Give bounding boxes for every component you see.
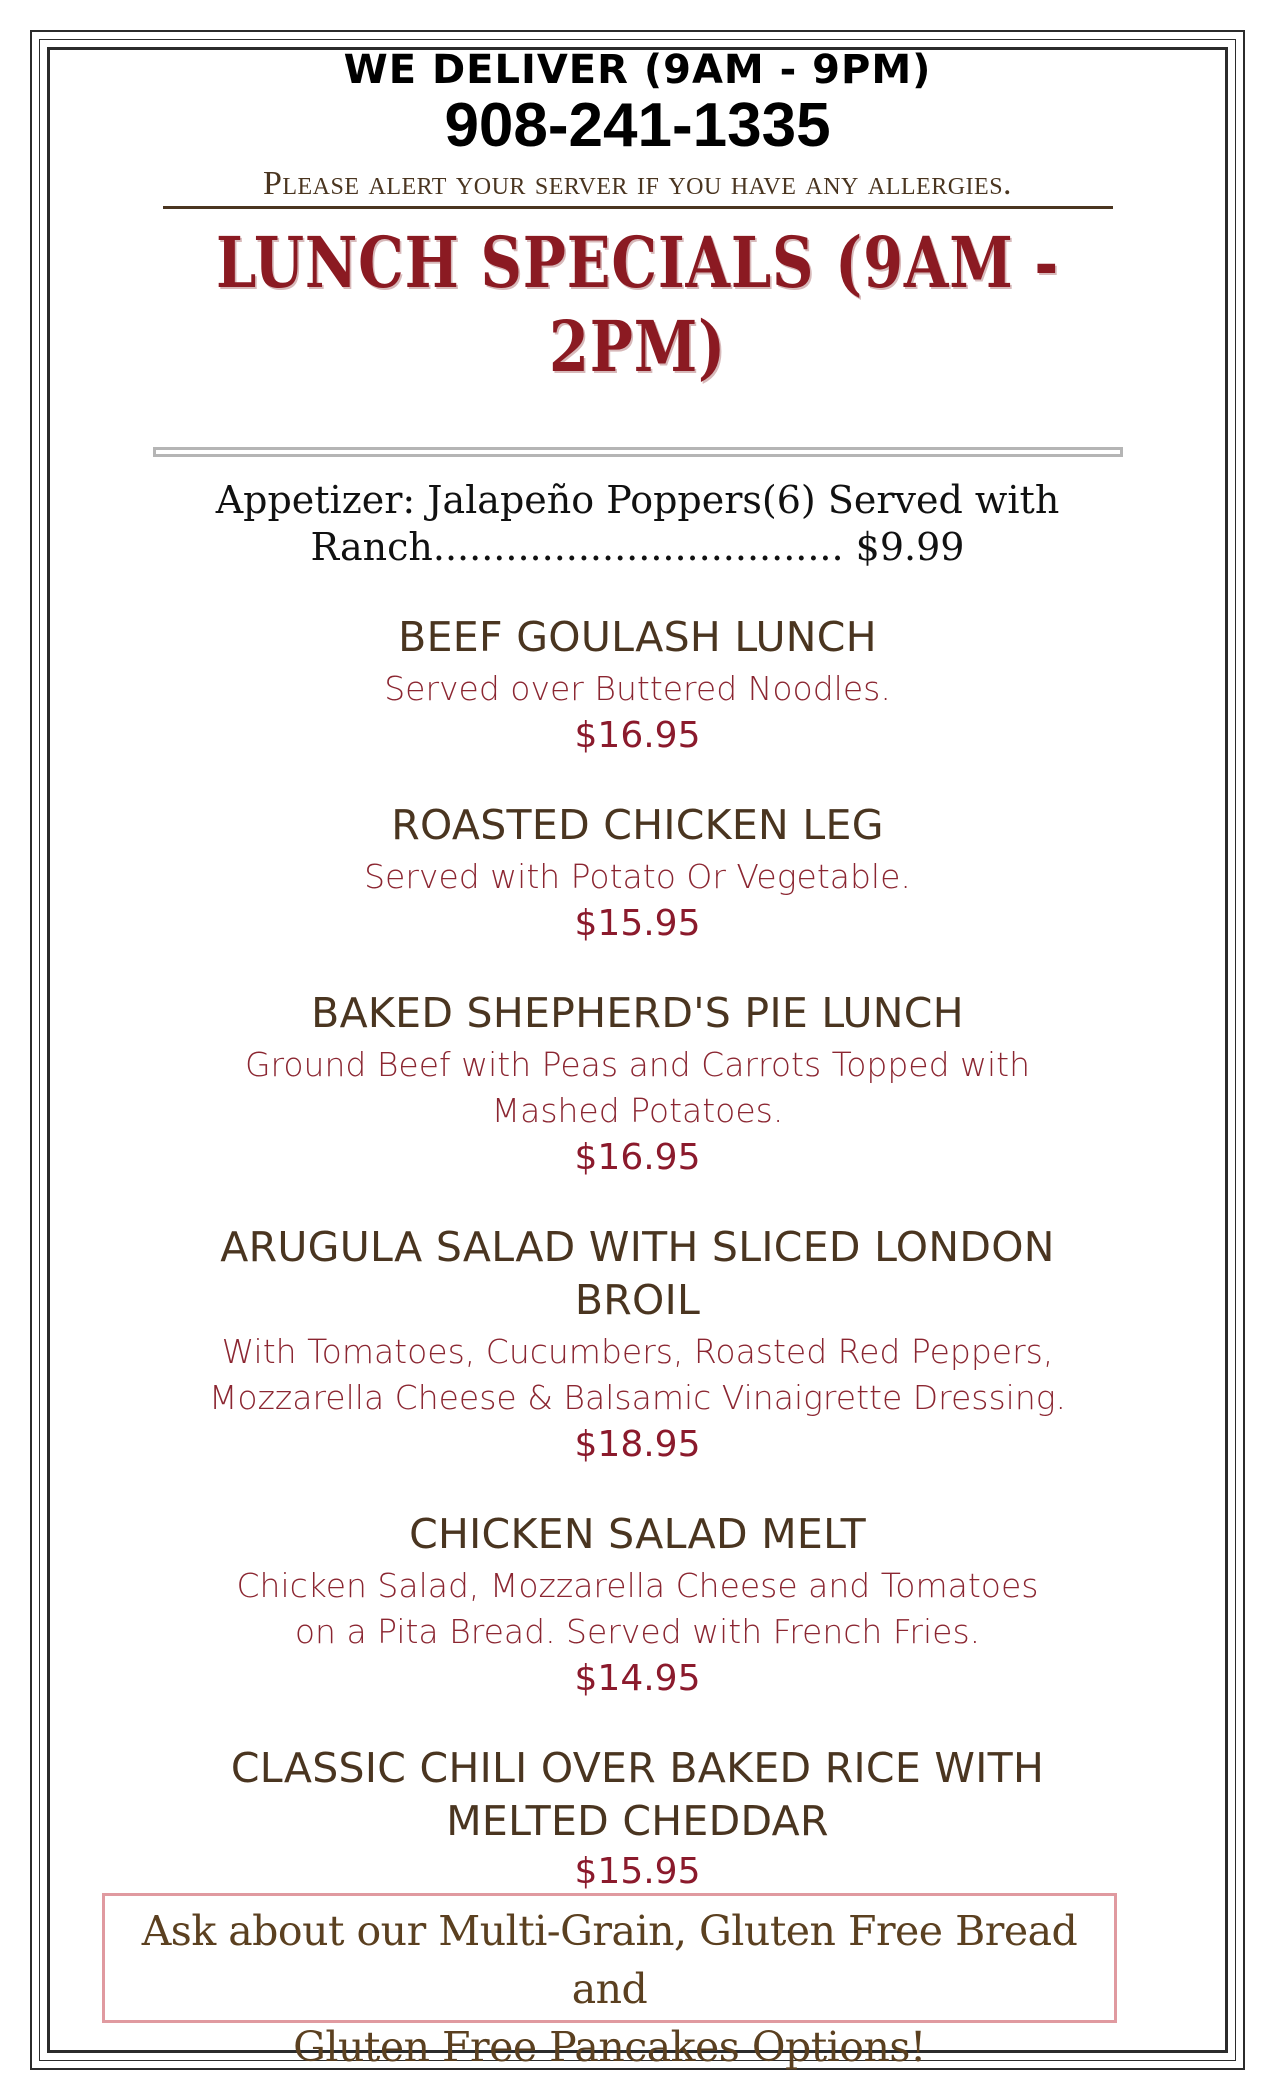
allergy-notice: Please alert your server if you have any allergies. [163,164,1113,209]
item-name: BAKED SHEPHERD'S PIE LUNCH [311,989,964,1037]
notice-line-2: Gluten Free Pancakes Options! [293,2023,926,2071]
item-description-line-2: Mozzarella Cheese & Balsamic Vinaigrette Dressing. [208,1378,1067,1417]
item-description [60,1042,1215,1134]
item-description [60,1563,1215,1655]
menu-item-roasted-chicken-leg [60,799,1215,947]
item-price: $14.95 [574,1658,701,1699]
item-description-line-1: Ground Beef with Peas and Carrots Topped with [244,1045,1031,1084]
menu-item-shepherds-pie [60,987,1215,1181]
item-price: $18.95 [574,1424,701,1465]
menu-item-chicken-salad-melt [60,1508,1215,1702]
menu-item-arugula-salad [60,1221,1215,1468]
appetizer-block [60,477,1215,571]
item-name: CHICKEN SALAD MELT [409,1510,866,1558]
item-name: ROASTED CHICKEN LEG [391,801,884,849]
lunch-specials-title: LUNCH SPECIALS (9AM - 2PM) [215,221,1060,388]
delivery-hours-heading: WE DELIVER (9AM - 9PM) [343,47,932,93]
item-name [60,1221,1215,1327]
item-name-line-1: CLASSIC CHILI OVER BAKED RICE WITH [230,1744,1045,1792]
section-divider [153,447,1123,457]
item-description-line-1: With Tomatoes, Cucumbers, Roasted Red Peppers, [221,1332,1054,1371]
item-name-line-2: MELTED CHEDDAR [446,1797,829,1845]
item-name-line-1: ARUGULA SALAD WITH SLICED LONDON [220,1223,1055,1271]
gluten-free-notice [102,1893,1117,2071]
item-name-line-2: BROIL [574,1276,701,1324]
item-price: $16.95 [574,1137,701,1178]
appetizer-line-1: Appetizer: Jalapeño Poppers(6) Served with [215,478,1060,522]
phone-number[interactable]: 908-241-1335 [444,91,831,160]
item-name: BEEF GOULASH LUNCH [398,613,877,661]
appetizer-line-2: Ranch.................................. $9.99 [310,525,965,569]
item-description-line-2: Mashed Potatoes. [491,1091,784,1130]
item-description [60,1329,1215,1421]
item-description: Served with Potato Or Vegetable. [364,857,911,896]
item-description-line-1: Chicken Salad, Mozzarella Cheese and Tomatoes [236,1566,1039,1605]
item-name [60,1742,1215,1848]
item-price: $16.95 [574,715,701,756]
item-price: $15.95 [574,903,701,944]
menu-item-beef-goulash [60,611,1215,759]
item-description: Served over Buttered Noodles. [384,669,891,708]
menu-content [60,48,1215,1895]
item-description-line-2: on a Pita Bread. Served with French Fries. [294,1612,981,1651]
item-price: $15.95 [574,1851,701,1892]
menu-item-classic-chili [60,1742,1215,1895]
notice-line-1: Ask about our Multi-Grain, Gluten Free Bread and [141,1907,1078,2013]
